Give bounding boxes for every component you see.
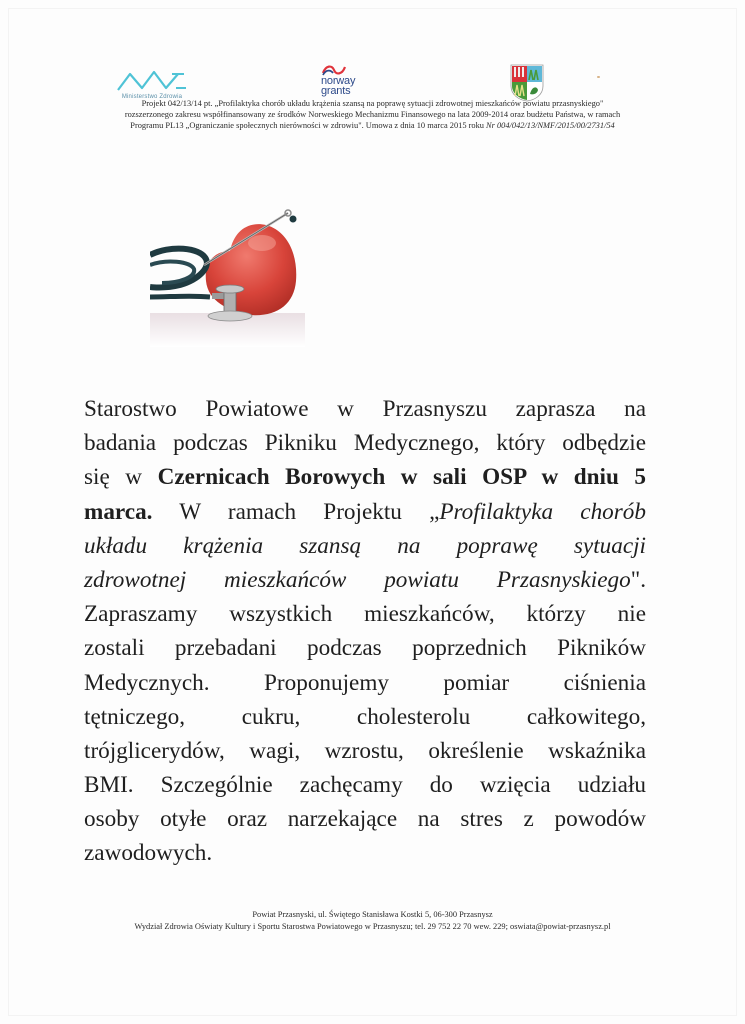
body-text-segment: się w (84, 464, 158, 491)
italic-text: Profilaktyka chorób (439, 498, 646, 525)
project-line-3 (60, 120, 685, 131)
grants-word: grants (321, 85, 351, 97)
body-text-segment: ". (630, 566, 646, 593)
footer (60, 909, 685, 933)
body-text-segment: tętniczego, cukru, cholesterolu całkowitego, (84, 703, 646, 730)
invitation-body (84, 392, 646, 871)
norway-grants-logo (315, 64, 375, 102)
body-line (84, 631, 646, 665)
body-line (84, 836, 646, 870)
body-text-segment: zostali przebadani podczas poprzednich Pikników (84, 635, 646, 662)
ministry-zigzag-icon (112, 66, 192, 94)
body-line (84, 734, 646, 768)
italic-text: układu krążenia szansą na poprawę sytuacji (84, 532, 646, 559)
heart-stethoscope-icon (150, 185, 305, 347)
body-line (84, 460, 646, 494)
bold-text: Czernicach Borowych w sali OSP w dniu 5 (157, 464, 646, 491)
county-coat-of-arms (510, 64, 544, 102)
body-text-segment: W ramach Projektu „ (152, 498, 440, 525)
body-line (84, 392, 646, 426)
coat-of-arms-icon (510, 64, 544, 102)
scan-speck (597, 76, 600, 78)
body-text-segment: Starostwo Powiatowe w Przasnyszu zaprasza na (84, 396, 646, 422)
body-line (84, 563, 646, 597)
heart-stethoscope-illustration (150, 185, 305, 347)
bold-text: marca. (84, 498, 153, 525)
body-text-segment: Zapraszamy wszystkich mieszkańców, którzy nie (84, 601, 646, 628)
project-line-2: rozszerzonego zakresu współfinansowany ze środków Norweskiego Mechanizmu Finansowego na lata 2009-2014 oraz budżetu Państwa, w ramach (124, 110, 621, 119)
body-text-segment: badania podczas Pikniku Medycznego, który odbędzie (84, 430, 646, 457)
project-description (60, 98, 685, 131)
body-text-segment: trójglicerydów, wagi, wzrostu, określenie wskaźnika (84, 737, 646, 764)
body-line (84, 426, 646, 460)
body-line (84, 768, 646, 802)
body-text-segment: osoby otyłe oraz narzekające na stres z powodów (84, 806, 646, 833)
body-text-segment: Medycznych. Proponujemy pomiar ciśnienia (84, 669, 646, 696)
footer-department-contact: Wydział Zdrowia Oświaty Kultury i Sportu Starostwa Powiatowego w Przasnyszu; tel. 29 752 22 70 wew. 229; oswiata@powiat-przasnysz.pl (134, 922, 611, 931)
body-line (84, 495, 646, 529)
body-text-segment: zawodowych. (84, 840, 213, 867)
body-line (84, 597, 646, 631)
body-line (84, 529, 646, 563)
norway-word: norway (321, 75, 356, 87)
body-line (84, 666, 646, 700)
footer-address: Powiat Przasnyski, ul. Świętego Stanisława Kostki 5, 06-300 Przasnysz (252, 910, 493, 919)
body-line (84, 802, 646, 836)
norway-grants-text (321, 76, 355, 96)
italic-text: zdrowotnej mieszkańców powiatu Przasnyskiego (84, 566, 631, 593)
project-line-1: Projekt 042/13/14 pt. „Profilaktyka chorób układu krążenia szansą na poprawę sytuacji zdrowotnej mieszkańców powiatu przasnyskiego" (141, 99, 604, 108)
body-line (84, 700, 646, 734)
project-line-3-text: Programu PL13 „Ograniczanie społecznych nierówności w zdrowiu". Umowa z dnia 10 marca 2015 roku (130, 121, 487, 130)
contract-number: Nr 004/042/13/NMF/2015/00/2731/54 (486, 121, 615, 130)
header-logos (0, 0, 745, 100)
body-text-segment: BMI. Szczególnie zachęcamy do wzięcia udziału (84, 772, 646, 799)
ministry-caption: Ministerstwo Zdrowia (121, 94, 183, 100)
